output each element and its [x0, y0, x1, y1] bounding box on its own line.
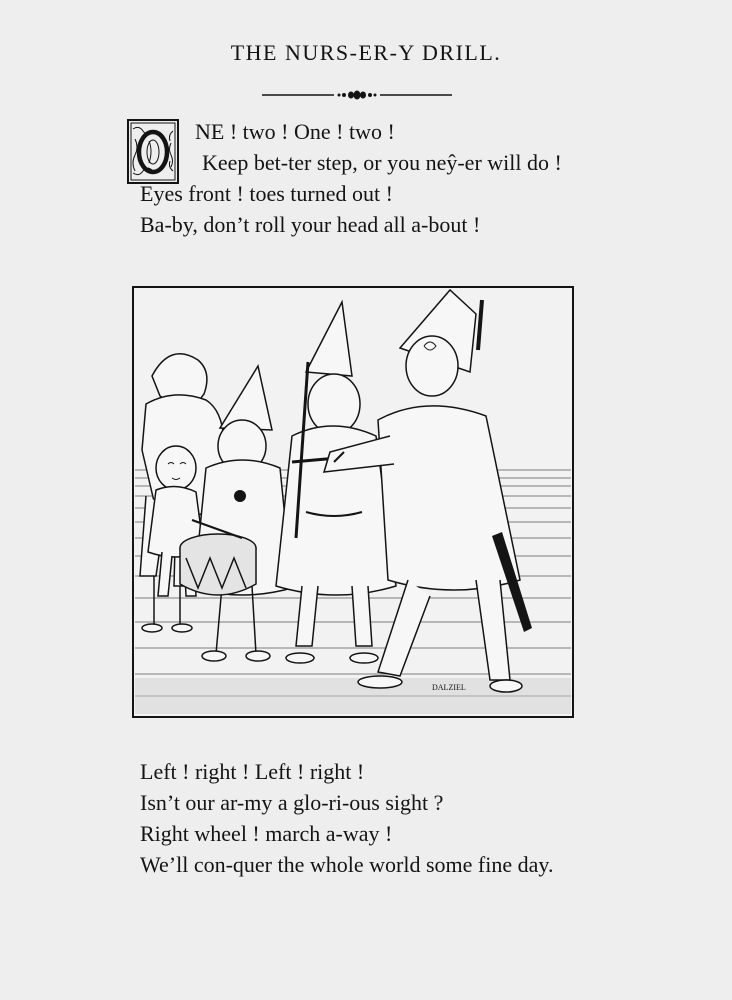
nursery-drill-illustration: [132, 286, 574, 718]
poem-title: THE NURS-ER-Y DRILL.: [230, 40, 502, 65]
stanza-one-line-2: Keep bet-ter step, or you neŷ-er will do !: [202, 150, 562, 175]
stanza-one-line-1: NE ! two ! One ! two !: [195, 119, 395, 144]
stanza-two-line-4: We’ll con-quer the whole world some fine day.: [140, 852, 554, 877]
stanza-one-line-3: Eyes front ! toes turned out !: [140, 181, 393, 206]
stanza-two-line-1: Left ! right ! Left ! right !: [140, 759, 365, 784]
stanza-one-line-4: Ba-by, don’t roll your head all a-bout !: [140, 212, 481, 237]
stanza-two-line-3: Right wheel ! march a-way !: [140, 821, 393, 846]
engraver-signature: DALZIEL: [432, 683, 466, 692]
stanza-two: [140, 756, 553, 880]
title-ornament: [262, 88, 452, 102]
stanza-one: [140, 116, 562, 240]
stanza-two-line-2: Isn’t our ar-my a glo-ri-ous sight ?: [140, 790, 444, 815]
